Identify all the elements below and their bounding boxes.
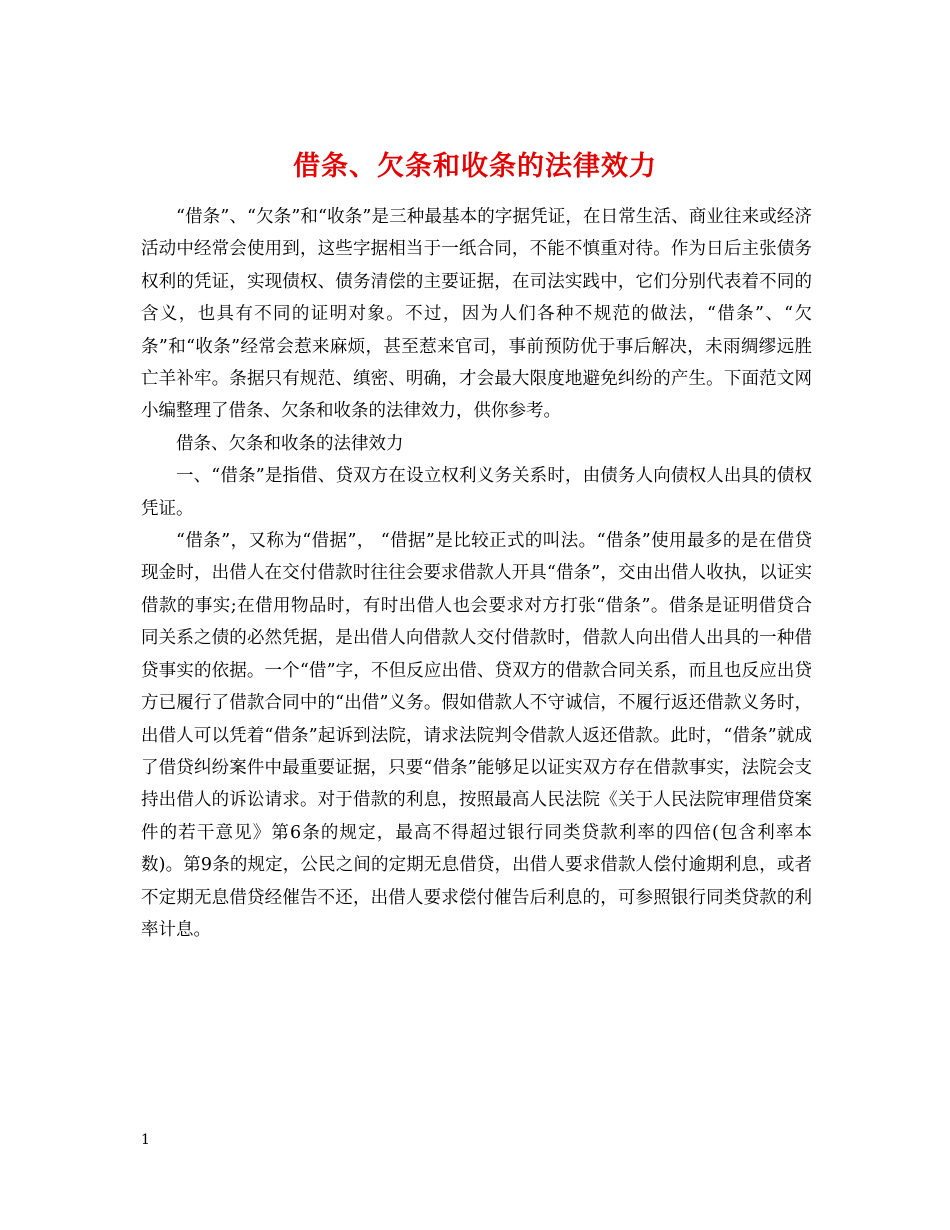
intro-paragraph: “借条”、“欠条”和“收条”是三种最基本的字据凭证，在日常生活、商业往来或经济活动中经常会使用到，这些字据相当于一纸合同，不能不慎重对待。作为日后主张债务权利的凭证，实现债权、债务清偿的主要证据，在司法实践中，它们分别代表着不同的含义，也具有不同的证明对象。不过，因为人们各种不规范的做法，“借条”、“欠条”和“收条”经常会惹来麻烦，甚至惹来官司，事前预防优于事后解决，未雨绸缪远胜亡羊补牢。条据只有规范、缜密、明确，才会最大限度地避免纠纷的产生。下面范文网小编整理了借条、欠条和收条的法律效力，供你参考。 [141, 207, 812, 422]
section-heading: 借条、欠条和收条的法律效力 [176, 433, 404, 454]
explanation-paragraph: “借条”，又称为“借据”， “借据”是比较正式的叫法。“借条”使用最多的是在借贷现金时，出借人在交付借款时往往会要求借款人开具“借条”，交由出借人收执，以证实借款的事实;在借用物品时，有时出借人也会要求对方打张“借条”。借条是证明借贷合同关系之债的必然凭据，是出借人向借款人交付借款时，借款人向出借人出具的一种借贷事实的依据。一个“借”字，不但反应出借、贷双方的借款合同关系，而且也反应出贷方已履行了借款合同中的“出借”义务。假如借款人不守诚信，不履行返还借款义务时，出借人可以凭着“借条”起诉到法院，请求法院判令借款人返还借款。此时，“借条”就成了借贷纠纷案件中最重要证据，只要“借条”能够足以证实双方存在借款事实，法院会支持出借人的诉讼请求。对于借款的利息，按照最高人民法院《关于人民法院审理借贷案件的若干意见》第6条的规定，最高不得超过银行同类贷款利率的四倍(包含利率本数)。第9条的规定，公民之间的定期无息借贷，出借人要求借款人偿付逾期利息，或者不定期无息借贷经催告不还，出借人要求偿付催告后利息的，可参照银行同类贷款的利率计息。 [141, 531, 812, 940]
document-body [141, 201, 812, 946]
page-number: 1 [141, 1132, 150, 1148]
definition-paragraph: 一、“借条”是指借、贷双方在设立权利义务关系时，由债务人向债权人出具的债权凭证。 [141, 466, 812, 519]
document-title: 借条、欠条和收条的法律效力 [293, 151, 657, 183]
